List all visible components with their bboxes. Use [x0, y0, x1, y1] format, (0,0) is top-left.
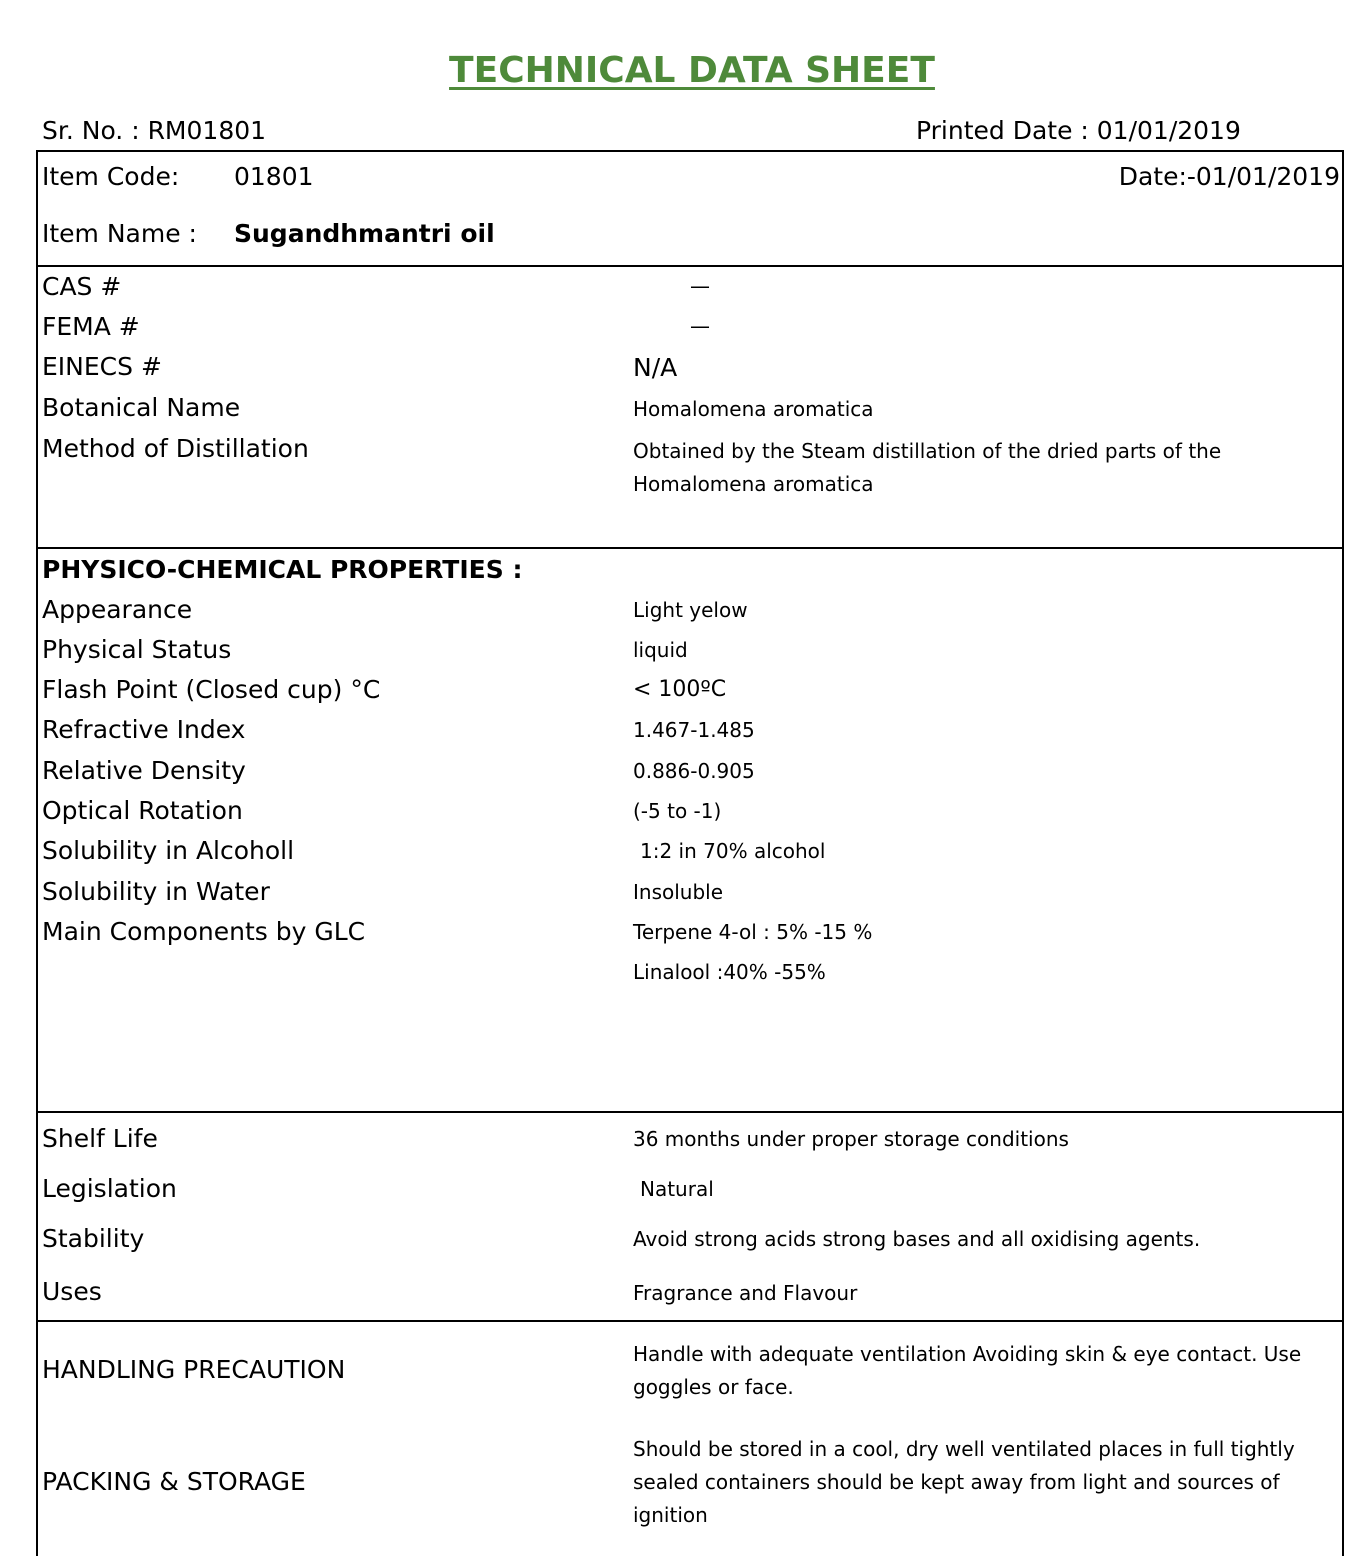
- cas-value: —: [690, 274, 710, 298]
- fema-value: —: [690, 314, 710, 338]
- printed-date: Printed Date : 01/01/2019: [916, 116, 1241, 145]
- botanical-name-label: Botanical Name: [42, 393, 241, 422]
- physico-heading: PHYSICO-CHEMICAL PROPERTIES :: [42, 555, 523, 584]
- uses-value: Fragrance and Flavour: [633, 1281, 858, 1305]
- flash-point-label: Flash Point (Closed cup) °C: [42, 675, 381, 704]
- refractive-index-label: Refractive Index: [42, 715, 246, 744]
- packing-storage-value: Should be stored in a cool, dry well ventilated places in full tightly sealed containers should be kept away from light and sources of ignition: [633, 1437, 1295, 1527]
- uses-label: Uses: [42, 1277, 102, 1306]
- main-components-label: Main Components by GLC: [42, 917, 366, 946]
- relative-density-value: 0.886-0.905: [633, 759, 755, 783]
- einecs-label: EINECS #: [42, 352, 162, 381]
- appearance-label: Appearance: [42, 595, 193, 624]
- handling-precaution-value: Handle with adequate ventilation Avoiding skin & eye contact. Use goggles or face.: [633, 1342, 1302, 1399]
- main-components-value: Terpene 4-ol : 5% -15 %: [633, 920, 873, 944]
- solubility-alcohol-value: 1:2 in 70% alcohol: [640, 839, 826, 863]
- physical-status-value: liquid: [633, 638, 688, 662]
- frame-left-border: [36, 150, 38, 1556]
- physical-status-label: Physical Status: [42, 635, 232, 664]
- linalool-value: Linalool :40% -55%: [633, 960, 826, 984]
- item-name-label: Item Name :: [42, 219, 197, 248]
- refractive-index-value: 1.467-1.485: [633, 718, 755, 742]
- item-code-value: 01801: [234, 162, 314, 191]
- optical-rotation-value: (-5 to -1): [633, 799, 722, 823]
- document-title: TECHNICAL DATA SHEET: [449, 50, 935, 91]
- flash-point-value: < 100ºC: [633, 677, 727, 702]
- cas-label: CAS #: [42, 272, 122, 301]
- solubility-alcohol-label: Solubility in Alcoholl: [42, 836, 295, 865]
- shelf-life-value: 36 months under proper storage conditions: [633, 1127, 1069, 1151]
- appearance-value: Light yelow: [633, 598, 748, 622]
- shelf-life-label: Shelf Life: [42, 1124, 158, 1153]
- stability-label: Stability: [42, 1224, 145, 1253]
- document-date: Date:-01/01/2019: [1118, 162, 1340, 191]
- einecs-value: N/A: [633, 353, 678, 382]
- solubility-water-value: Insoluble: [633, 880, 724, 904]
- packing-storage-label: PACKING & STORAGE: [42, 1467, 306, 1496]
- handling-precaution-label: HANDLING PRECAUTION: [42, 1355, 346, 1384]
- distillation-method-value: Obtained by the Steam distillation of the dried parts of the Homalomena aromatica: [633, 439, 1222, 496]
- item-name-value: Sugandhmantri oil: [234, 219, 495, 248]
- divider-other: [36, 1320, 1344, 1322]
- distillation-method-label: Method of Distillation: [42, 434, 309, 463]
- botanical-name-value: Homalomena aromatica: [633, 397, 874, 421]
- item-code-label: Item Code:: [42, 162, 180, 191]
- frame-right-border: [1342, 150, 1344, 1556]
- legislation-value: Natural: [640, 1177, 714, 1201]
- optical-rotation-label: Optical Rotation: [42, 796, 243, 825]
- relative-density-label: Relative Density: [42, 756, 246, 785]
- divider-header: [36, 265, 1344, 267]
- serial-number: Sr. No. : RM01801: [42, 116, 267, 145]
- legislation-label: Legislation: [42, 1174, 177, 1203]
- divider-identity: [36, 547, 1344, 549]
- solubility-water-label: Solubility in Water: [42, 877, 270, 906]
- stability-value: Avoid strong acids strong bases and all oxidising agents.: [633, 1227, 1201, 1251]
- frame-top-border: [36, 150, 1344, 152]
- fema-label: FEMA #: [42, 312, 140, 341]
- divider-physico: [36, 1111, 1344, 1113]
